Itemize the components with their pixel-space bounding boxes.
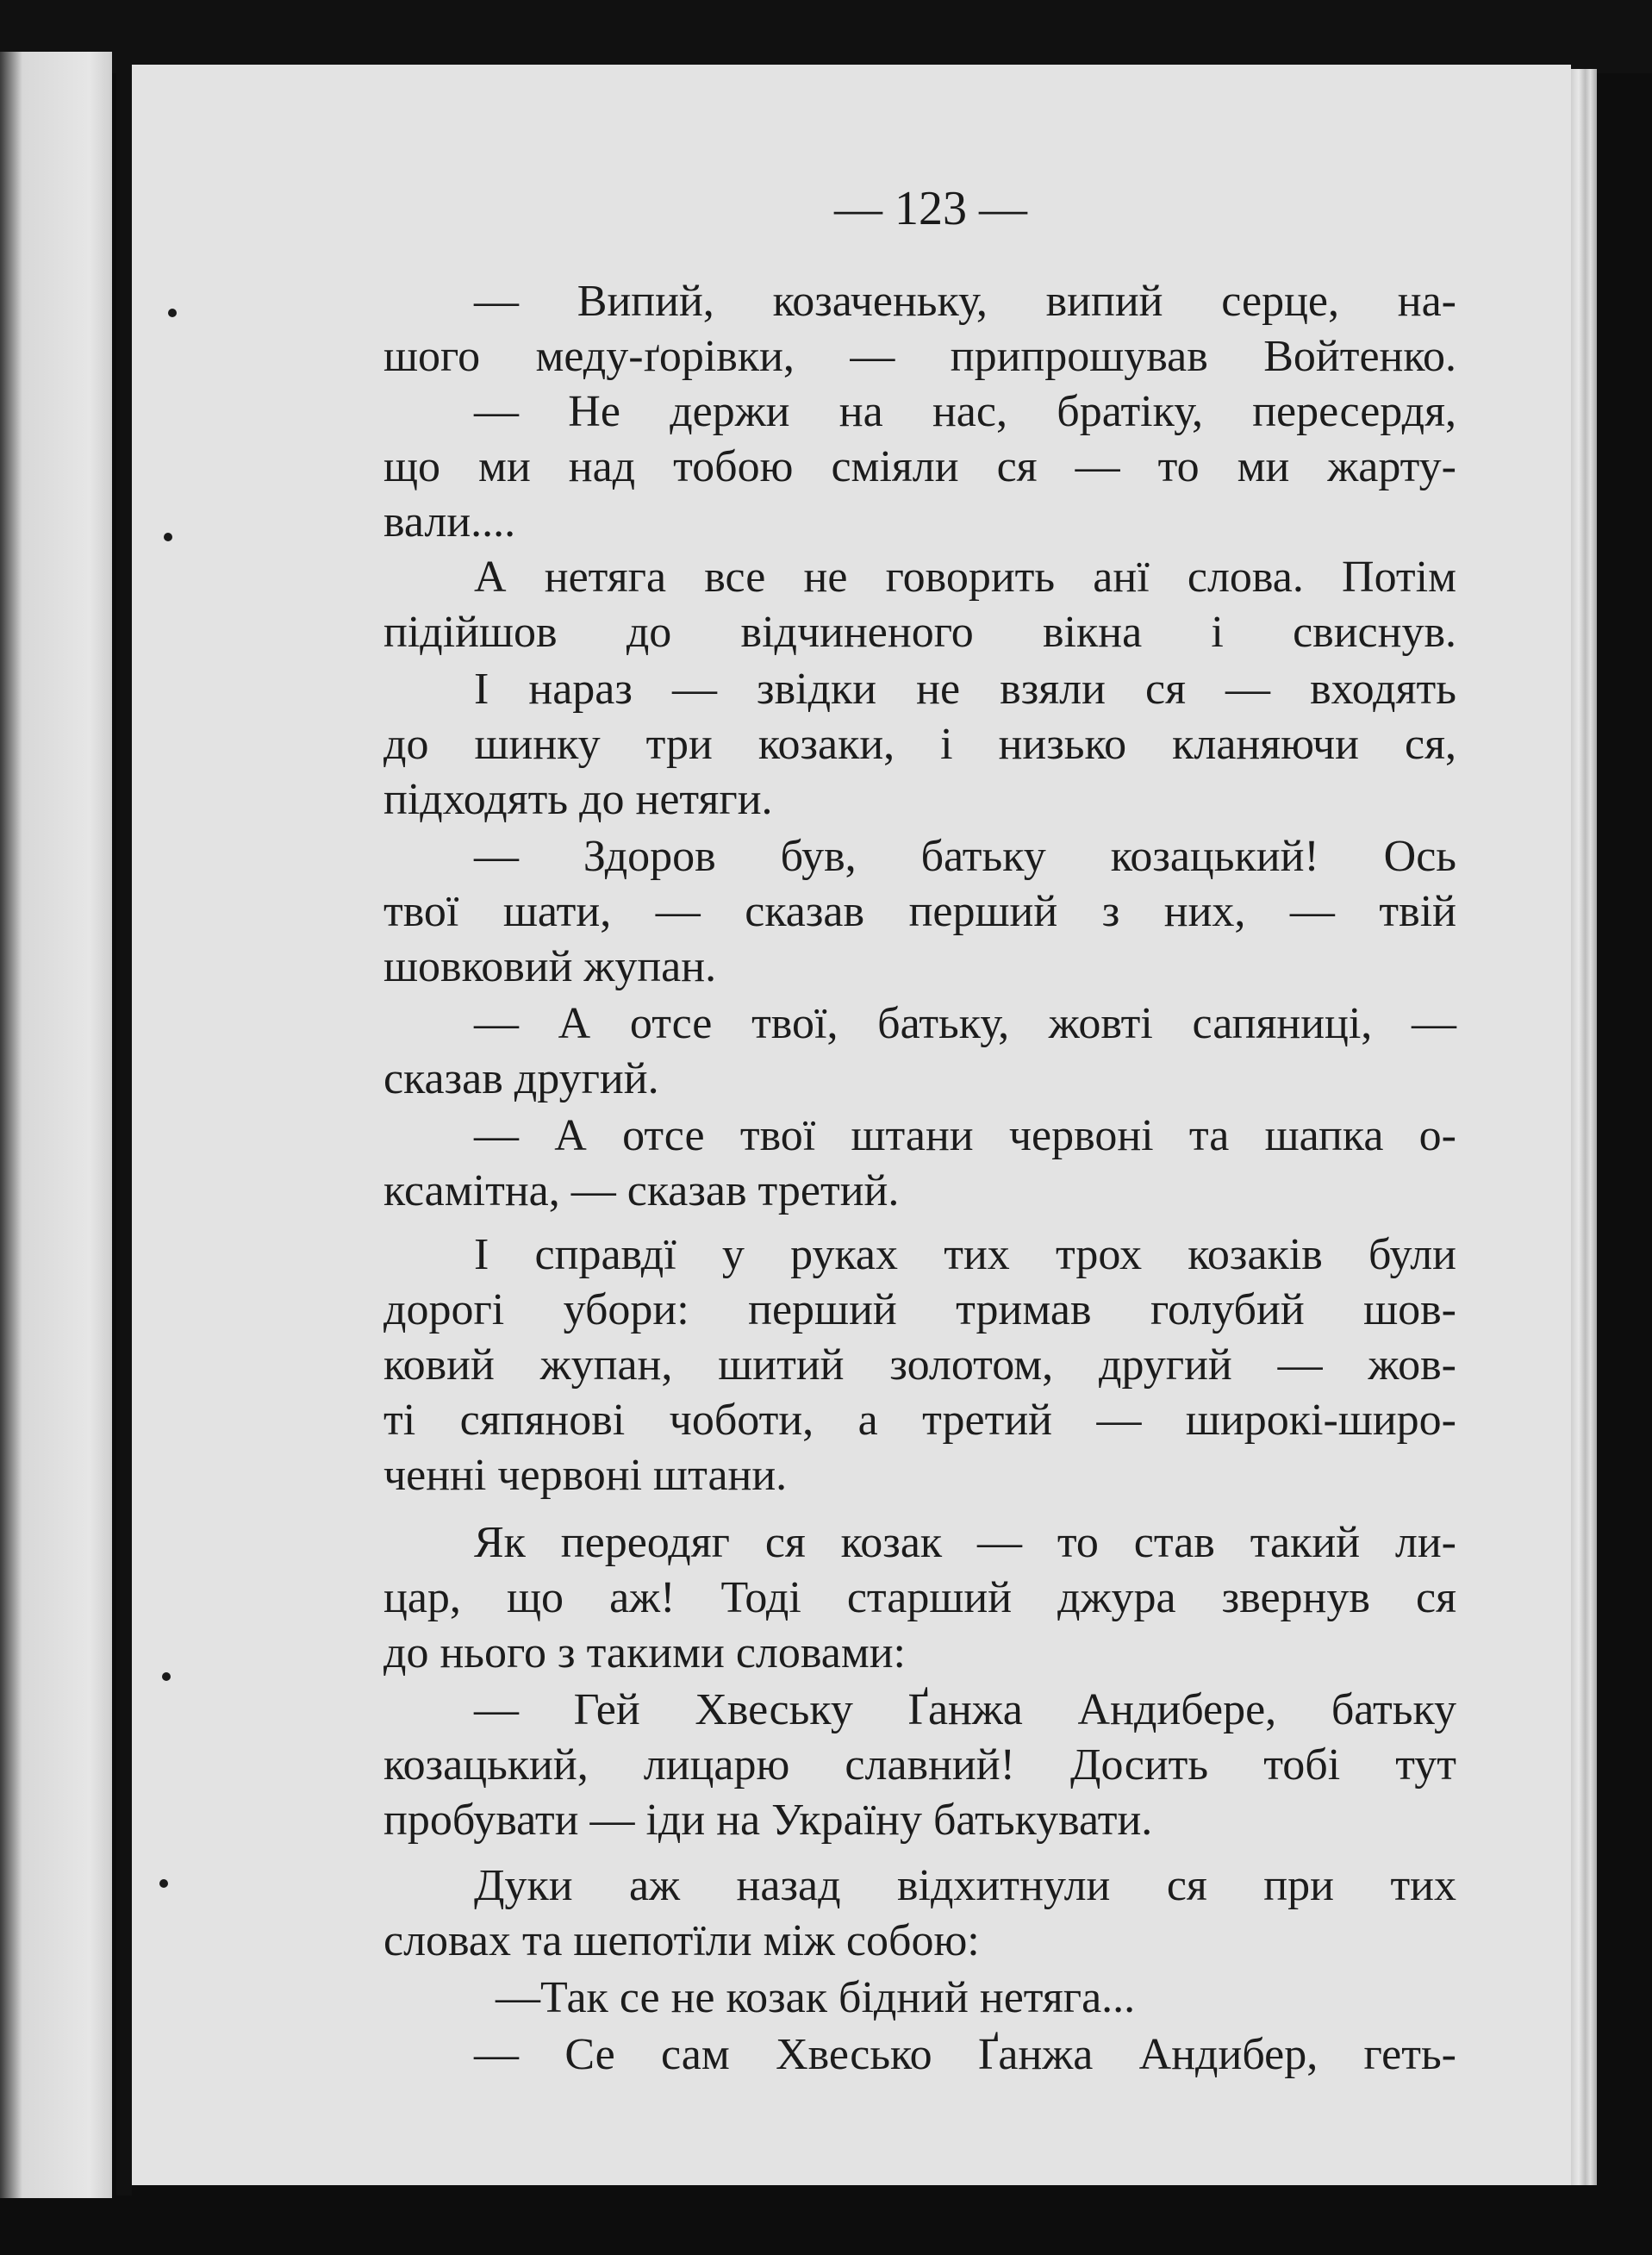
text-line: пробувати — іди на Україну батькувати. [383, 1796, 1153, 1845]
text-line: козацький, лицарю славний! Досить тобі тут [383, 1740, 1456, 1790]
text-line: — А отсе твої штани червоні та шапка о- [474, 1111, 1456, 1160]
text-line: — Здоров був, батьку козацький! Ось [474, 832, 1456, 881]
page-number: — 123 — [834, 182, 1027, 235]
top-shadow [0, 0, 1652, 73]
text-line: словах та шепотїли між собою: [383, 1916, 980, 1965]
text-line: ті сяпянові чоботи, а третий — широкі-широ- [383, 1396, 1456, 1445]
margin-mark [162, 1672, 171, 1681]
text-line: шого меду-ґорівки, — припрошував Войтенко. [383, 332, 1456, 381]
text-line: ксамітна, — сказав третий. [383, 1166, 900, 1215]
text-line: ченні червоні штани. [383, 1451, 788, 1500]
text-line: А нетяга все не говорить анї слова. Потім [474, 553, 1456, 602]
page-stack-edge [1571, 69, 1597, 2189]
text-line: підійшов до відчиненого вікна і свиснув. [383, 608, 1456, 657]
text-line: дорогі убори: перший тримав голубий шов- [383, 1285, 1456, 1334]
text-line: до нього з такими словами: [383, 1628, 906, 1677]
text-line: І нараз — звідки не взяли ся — входять [474, 665, 1456, 714]
text-line: ковий жупан, шитий золотом, другий — жов- [383, 1340, 1456, 1390]
text-line: І справдї у руках тих трох козаків були [474, 1230, 1456, 1279]
margin-mark [159, 1879, 168, 1888]
text-line: до шинку три козаки, і низько кланяючи ся, [383, 720, 1456, 769]
bottom-shadow [132, 2185, 1597, 2255]
text-line: Як переодяг ся козак — то став такий ли- [474, 1518, 1456, 1567]
text-line: Дуки аж назад відхитнули ся при тих [474, 1861, 1456, 1910]
book-gutter [116, 53, 132, 2196]
text-line: шовковий жупан. [383, 942, 717, 991]
margin-mark [164, 533, 172, 541]
text-line: — Випий, козаченьку, випий серце, на- [474, 277, 1456, 326]
text-line: підходять до нетяги. [383, 775, 773, 824]
text-line: — Гей Хвеську Ґанжа Андибере, батьку [474, 1685, 1456, 1734]
text-line: цар, що аж! Тоді старший джура звернув ся [383, 1573, 1456, 1622]
text-line: — Се сам Хвесько Ґанжа Андибер, геть- [474, 2030, 1456, 2079]
text-line: — Не держи на нас, братіку, пересердя, [474, 387, 1456, 436]
text-line: — А отсе твої, батьку, жовті сапяниці, — [474, 999, 1456, 1048]
text-line: вали.... [383, 497, 516, 547]
text-line: —Так се не козак бідний нетяга... [496, 1973, 1136, 2022]
text-line: твої шати, — сказав перший з них, — твій [383, 887, 1456, 936]
text-line: сказав другий. [383, 1054, 659, 1103]
text-line: що ми над тобою сміяли ся — то ми жарту- [383, 442, 1456, 491]
margin-mark [168, 309, 177, 317]
previous-page-edge [0, 52, 112, 2198]
